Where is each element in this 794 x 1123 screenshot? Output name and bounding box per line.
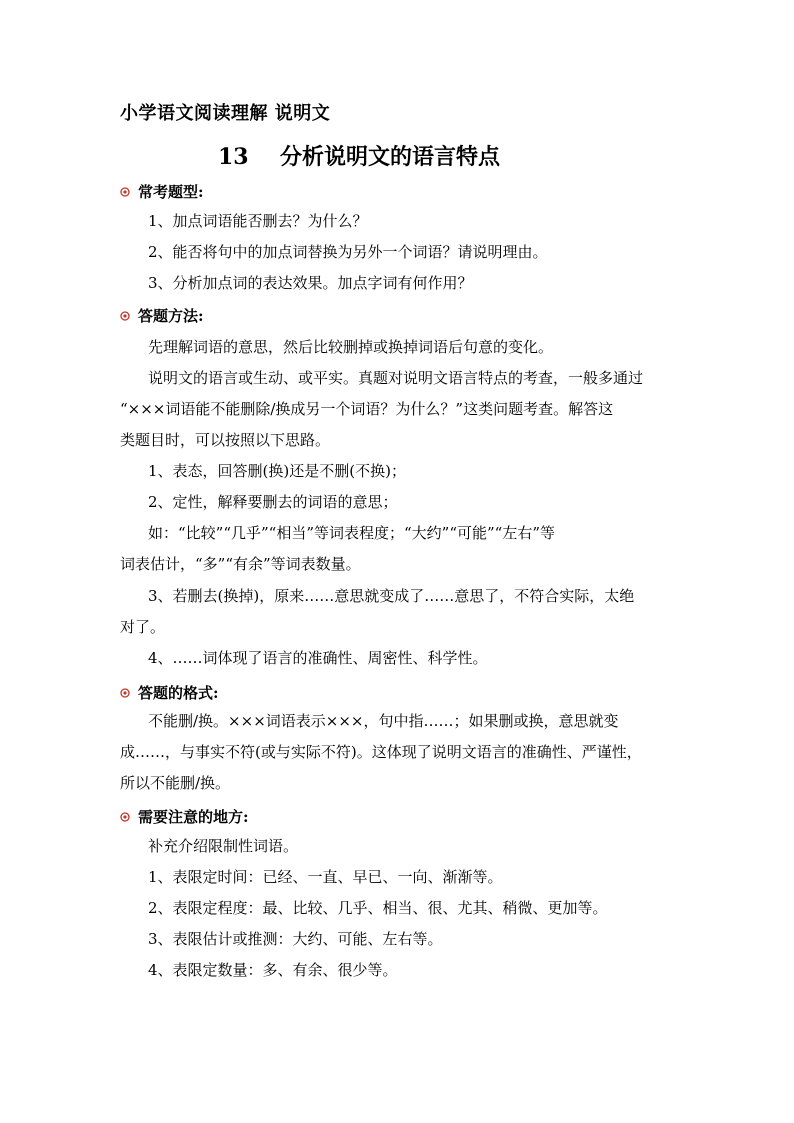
text-line: 补充介绍限制性词语。 [148, 837, 299, 855]
text-line: 所以不能删/换。 [120, 774, 231, 792]
text-line: 1、加点词语能否删去？为什么？ [148, 212, 368, 230]
text-line: 3、若删去(换掉)，原来……意思就变成了……意思了，不符合实际，太绝 [148, 587, 635, 605]
target-bullet-icon [120, 688, 130, 698]
text-line: 说明文的语言或生动、或平实。真题对说明文语言特点的考查，一般多通过 [148, 369, 644, 387]
text-line: 先理解词语的意思，然后比较删掉或换掉词语后句意的变化。 [148, 338, 554, 356]
text-line: 3、分析加点词的表达效果。加点字词有何作用？ [148, 274, 473, 292]
text-line: 1、表限定时间：已经、一直、早已、一向、渐渐等。 [148, 868, 503, 886]
text-line: 不能删/换。×××词语表示×××，句中指……；如果删或换，意思就变 [148, 712, 619, 730]
section-heading-notes [120, 806, 249, 827]
section-heading-text: 答题的格式: [138, 684, 219, 702]
target-bullet-icon [120, 187, 130, 197]
text-line: 4、表限定数量：多、有余、很少等。 [148, 961, 398, 979]
lesson-number: 13 [218, 144, 249, 170]
text-line: 如：“比较”“几乎”“相当”等词表程度；“大约”“可能”“左右”等 [148, 524, 556, 542]
text-line: 4、……词体现了语言的准确性、周密性、科学性。 [148, 649, 488, 667]
text-line: 2、定性，解释要删去的词语的意思； [148, 493, 398, 511]
lesson-title-text: 分析说明文的语言特点 [280, 144, 501, 170]
text-line: 1、表态，回答删(换)还是不删(不换)； [148, 462, 406, 480]
text-line: 3、表限估计或推测：大约、可能、左右等。 [148, 930, 443, 948]
text-line: “×××词语能不能删除/换成另一个词语？为什么？”这类问题考查。解答这 [120, 400, 614, 418]
section-heading-common-types [120, 181, 204, 202]
text-line: 词表估计，“多”“有余”等词表数量。 [120, 555, 361, 573]
text-line: 2、表限定程度：最、比较、几乎、相当、很、尤其、稍微、更加等。 [148, 899, 608, 917]
text-line: 类题目时，可以按照以下思路。 [120, 431, 331, 449]
section-heading-text: 常考题型: [138, 183, 204, 201]
target-bullet-icon [120, 812, 130, 822]
lesson-title [218, 140, 500, 171]
target-bullet-icon [120, 311, 130, 321]
text-line: 对了。 [120, 618, 166, 636]
text-line: 成……，与事实不符(或与实际不符)。这体现了说明文语言的准确性、严谨性， [120, 743, 642, 761]
section-heading-text: 答题方法: [138, 307, 204, 325]
document-title: 小学语文阅读理解 说明文 [120, 103, 331, 124]
section-heading-text: 需要注意的地方: [138, 808, 249, 826]
section-heading-method [120, 305, 204, 326]
section-heading-format [120, 682, 219, 703]
text-line: 2、能否将句中的加点词替换为另外一个词语？请说明理由。 [148, 243, 548, 261]
